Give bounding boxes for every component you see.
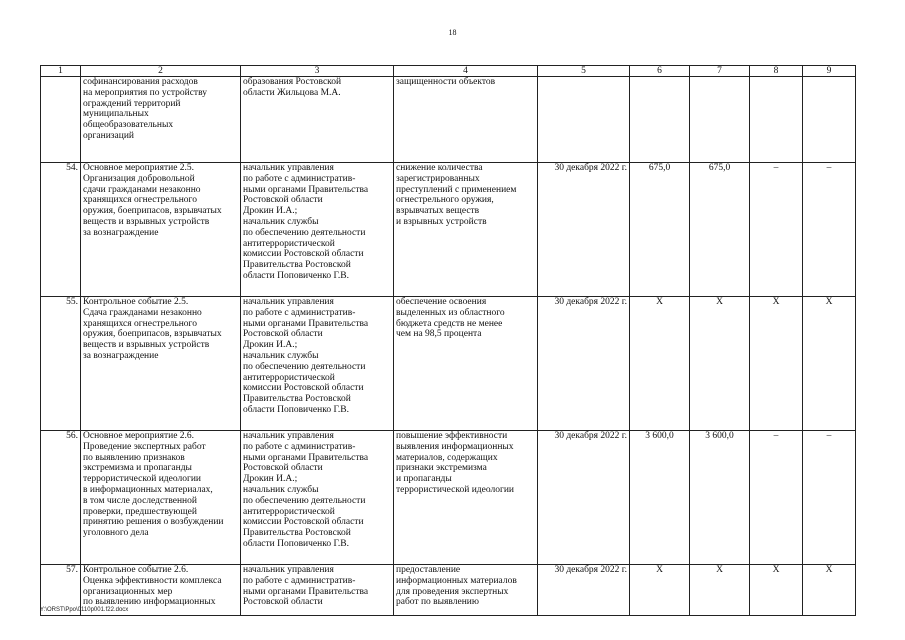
budget-total: Х xyxy=(630,297,690,431)
column-header: 6 xyxy=(630,66,690,77)
budget-total: Х xyxy=(630,565,690,616)
page-number: 18 xyxy=(448,28,457,37)
budget-other: – xyxy=(803,163,856,297)
budget-regional: 3 600,0 xyxy=(690,431,750,565)
column-header: 3 xyxy=(241,66,394,77)
row-number: 55. xyxy=(41,297,81,431)
plan-table xyxy=(40,65,856,616)
table-row xyxy=(41,431,856,565)
row-number: 57. xyxy=(41,565,81,616)
budget-federal xyxy=(750,77,803,163)
expected-result: защищенности объектов xyxy=(394,77,538,163)
event-name: Основное мероприятие 2.5. Организация добровольной сдачи гражданами незаконно хранящихся огнестрельного оружия, боеприпасов, взрывчатых веществ и взрывных устройств за вознаграждение xyxy=(81,163,241,297)
due-date: 30 декабря 2022 г. xyxy=(538,565,630,616)
budget-federal: – xyxy=(750,431,803,565)
due-date: 30 декабря 2022 г. xyxy=(538,431,630,565)
column-header: 9 xyxy=(803,66,856,77)
row-number: 54. xyxy=(41,163,81,297)
footer-file-path: Y:\ORST\Ppo\0110p001.f22.docx xyxy=(40,607,129,613)
budget-federal: Х xyxy=(750,565,803,616)
row-number: 56. xyxy=(41,431,81,565)
budget-other: Х xyxy=(803,565,856,616)
column-header: 1 xyxy=(41,66,81,77)
responsible-person: начальник управления по работе с административ- ными органами Правительства Ростовской области Дрокин И.А.; начальник службы по обеспечению деятельности антитеррористической комиссии Ростовской области Правительства Ростовской области Поповиченко Г.В. xyxy=(241,431,394,565)
expected-result: предоставление информационных материалов для проведения экспертных работ по выявлению xyxy=(394,565,538,616)
budget-federal: – xyxy=(750,163,803,297)
column-header: 2 xyxy=(81,66,241,77)
event-name: Контрольное событие 2.5. Сдача гражданами незаконно хранящихся огнестрельного оружия, боеприпасов, взрывчатых веществ и взрывных устройств за вознаграждение xyxy=(81,297,241,431)
budget-federal: Х xyxy=(750,297,803,431)
table-row-continuation xyxy=(41,77,856,163)
expected-result: обеспечение освоения выделенных из областного бюджета средств не менее чем на 98,5 процента xyxy=(394,297,538,431)
due-date: 30 декабря 2022 г. xyxy=(538,297,630,431)
expected-result: снижение количества зарегистрированных преступлений с применением огнестрельного оружия, взрывчатых веществ и взрывных устройств xyxy=(394,163,538,297)
column-header: 7 xyxy=(690,66,750,77)
budget-regional: Х xyxy=(690,565,750,616)
event-name: Контрольное событие 2.6. Оценка эффективности комплекса организационных мер по выявлению информационных xyxy=(81,565,241,616)
responsible-person: начальник управления по работе с административ- ными органами Правительства Ростовской области Дрокин И.А.; начальник службы по обеспечению деятельности антитеррористической комиссии Ростовской области Правительства Ростовской области Поповиченко Г.В. xyxy=(241,297,394,431)
due-date xyxy=(538,77,630,163)
budget-regional xyxy=(690,77,750,163)
budget-total: 675,0 xyxy=(630,163,690,297)
budget-other xyxy=(803,77,856,163)
budget-regional: Х xyxy=(690,297,750,431)
column-header: 4 xyxy=(394,66,538,77)
table-row xyxy=(41,163,856,297)
column-header: 8 xyxy=(750,66,803,77)
table-row xyxy=(41,297,856,431)
budget-total xyxy=(630,77,690,163)
column-header: 5 xyxy=(538,66,630,77)
table-row xyxy=(41,565,856,616)
expected-result: повышение эффективности выявления информационных материалов, содержащих признаки экстремизма и пропаганды террористической идеологии xyxy=(394,431,538,565)
responsible-person: начальник управления по работе с административ- ными органами Правительства Ростовской области Дрокин И.А.; начальник службы по обеспечению деятельности антитеррористической комиссии Ростовской области Правительства Ростовской области Поповиченко Г.В. xyxy=(241,163,394,297)
budget-regional: 675,0 xyxy=(690,163,750,297)
due-date: 30 декабря 2022 г. xyxy=(538,163,630,297)
row-number xyxy=(41,77,81,163)
budget-other: – xyxy=(803,431,856,565)
budget-other: Х xyxy=(803,297,856,431)
event-name: Основное мероприятие 2.6. Проведение экспертных работ по выявлению признаков экстремизма и пропаганды террористической идеологии в информационных материалах, в том числе доследственной проверки, предшествующей принятию решения о возбуждении уголовного дела xyxy=(81,431,241,565)
column-number-row xyxy=(41,66,856,77)
budget-total: 3 600,0 xyxy=(630,431,690,565)
event-name: софинансирования расходов на мероприятия по устройству ограждений территорий муниципальных общеобразовательных организаций xyxy=(81,77,241,163)
responsible-person: образования Ростовской области Жильцова М.А. xyxy=(241,77,394,163)
responsible-person: начальник управления по работе с административ- ными органами Правительства Ростовской области xyxy=(241,565,394,616)
